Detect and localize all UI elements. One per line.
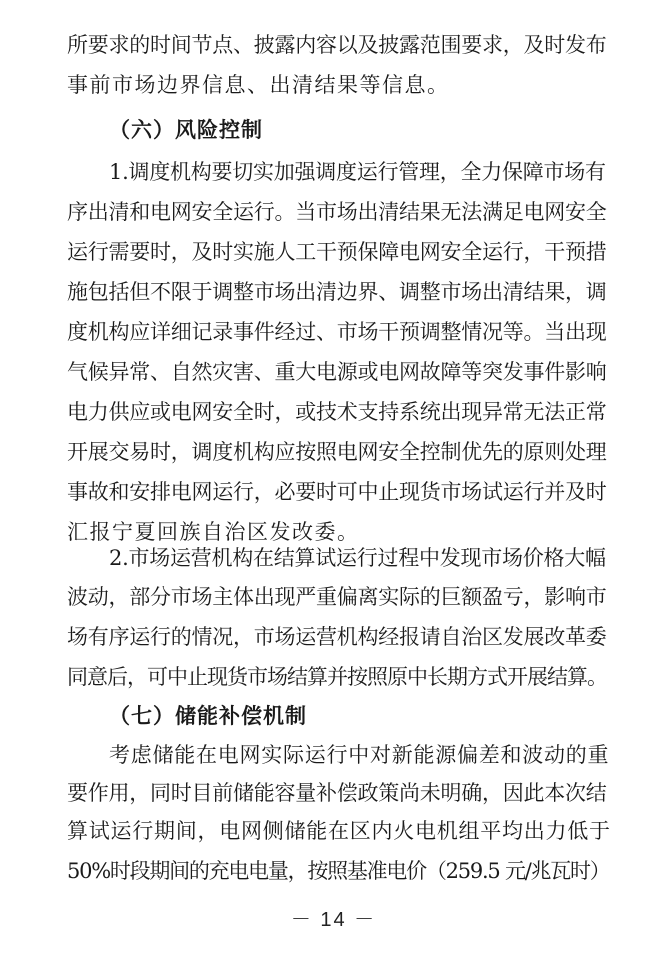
paragraph-line: 运行需要时，及时实施人工干预保障电网安全运行，干预措 xyxy=(67,240,607,264)
paragraph-line: 电力供应或电网安全时，或技术支持系统出现异常无法正常 xyxy=(67,400,607,424)
paragraph-line: 事前市场边界信息、出清结果等信息。 xyxy=(67,73,450,97)
paragraph-line: 要作用，同时目前储能容量补偿政策尚未明确，因此本次结 xyxy=(67,781,607,805)
paragraph-line: 波动，部分市场主体出现严重偏离实际的巨额盈亏，影响市 xyxy=(67,585,607,609)
paragraph-line: 50%时段期间的充电电量，按照基准电价（259.5 元/兆瓦时） xyxy=(67,859,610,883)
paragraph-line: 所要求的时间节点、披露内容以及披露范围要求，及时发布 xyxy=(67,33,607,57)
paragraph-line: 2.市场运营机构在结算试运行过程中发现市场价格大幅 xyxy=(109,546,606,570)
paragraph-line: 考虑储能在电网实际运行中对新能源偏差和波动的重 xyxy=(109,743,610,767)
section-heading-storage-compensation: （七）储能补偿机制 xyxy=(109,704,307,728)
paragraph-line: 施包括但不限于调整市场出清边界、调整市场出清结果，调 xyxy=(67,280,607,304)
paragraph-line: 序出清和电网安全运行。当市场出清结果无法满足电网安全 xyxy=(67,200,607,224)
page-number: － 14 － xyxy=(290,909,377,931)
paragraph-line: 算试运行期间，电网侧储能在区内火电机组平均出力低于 xyxy=(67,819,611,843)
paragraph-line: 同意后，可中止现货市场结算并按照原中长期方式开展结算。 xyxy=(67,665,607,689)
paragraph-line: 汇报宁夏回族自治区发改委。 xyxy=(67,520,360,544)
paragraph-line: 气候异常、自然灾害、重大电源或电网故障等突发事件影响 xyxy=(67,360,607,384)
paragraph-line: 事故和安排电网运行，必要时可中止现货市场试运行并及时 xyxy=(67,480,607,504)
paragraph-line: 场有序运行的情况，市场运营机构经报请自治区发展改革委 xyxy=(67,625,607,649)
paragraph-line: 度机构应详细记录事件经过、市场干预调整情况等。当出现 xyxy=(67,320,607,344)
paragraph-line: 1.调度机构要切实加强调度运行管理，全力保障市场有 xyxy=(109,160,606,184)
section-heading-risk-control: （六）风险控制 xyxy=(109,118,263,142)
paragraph-line: 开展交易时，调度机构应按照电网安全控制优先的原则处理 xyxy=(67,440,607,464)
